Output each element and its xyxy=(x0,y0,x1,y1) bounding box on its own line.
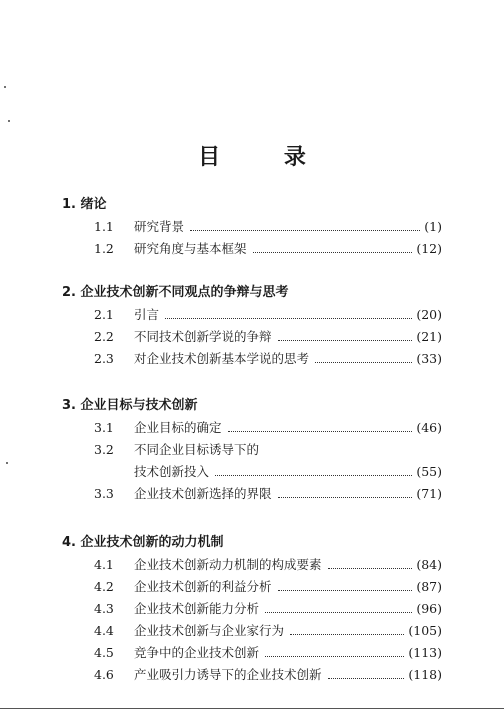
entry-title: 竞争中的企业技术创新 xyxy=(134,645,260,660)
toc-entry[interactable] xyxy=(62,216,442,238)
entry-title: 研究角度与基本框架 xyxy=(134,241,247,256)
entry-number: 2.3 xyxy=(94,351,114,366)
scan-speck xyxy=(4,86,6,88)
toc-entry[interactable] xyxy=(62,439,442,461)
dot-leader xyxy=(328,568,413,569)
dot-leader xyxy=(290,634,404,635)
toc-section-3 xyxy=(62,397,442,505)
entry-page: (46) xyxy=(416,420,442,435)
entry-number: 1.1 xyxy=(94,219,114,234)
toc-entry[interactable] xyxy=(62,326,442,348)
entry-number: 4.5 xyxy=(94,645,114,660)
entry-page: (71) xyxy=(416,486,442,501)
entry-page: (12) xyxy=(416,241,442,256)
entry-number: 2.2 xyxy=(94,329,114,344)
dot-leader xyxy=(215,475,412,476)
section-heading: 4. 企业技术创新的动力机制 xyxy=(62,535,224,550)
entry-page: (84) xyxy=(416,557,442,572)
scan-speck xyxy=(6,462,8,464)
toc-entry[interactable] xyxy=(62,348,442,370)
entry-title-continuation: 技术创新投入 xyxy=(134,464,210,479)
dot-leader xyxy=(253,252,413,253)
entry-number: 4.4 xyxy=(94,623,114,638)
entry-title: 对企业技术创新基本学说的思考 xyxy=(134,351,310,366)
entry-number: 2.1 xyxy=(94,307,114,322)
entry-page: (113) xyxy=(408,645,442,660)
entry-title: 企业技术创新选择的界限 xyxy=(134,486,272,501)
entry-page: (96) xyxy=(416,601,442,616)
entry-page: (105) xyxy=(408,623,442,638)
toc-entry[interactable] xyxy=(62,554,442,576)
entry-title: 产业吸引力诱导下的企业技术创新 xyxy=(134,667,322,682)
dot-leader xyxy=(278,340,413,341)
entry-number: 4.2 xyxy=(94,579,114,594)
entry-page: (87) xyxy=(416,579,442,594)
entry-number: 4.3 xyxy=(94,601,114,616)
entry-page: (118) xyxy=(408,667,442,682)
dot-leader xyxy=(278,590,413,591)
toc-entry[interactable] xyxy=(62,304,442,326)
toc-entry[interactable] xyxy=(62,417,442,439)
entry-number: 3.2 xyxy=(94,442,114,457)
section-heading: 3. 企业目标与技术创新 xyxy=(62,398,198,413)
section-heading: 2. 企业技术创新不同观点的争辩与思考 xyxy=(62,285,289,300)
toc-entry[interactable] xyxy=(62,620,442,642)
toc-entry-continuation[interactable] xyxy=(62,461,442,483)
dot-leader xyxy=(278,497,413,498)
toc-entry[interactable] xyxy=(62,664,442,686)
entry-title: 企业技术创新的利益分析 xyxy=(134,579,272,594)
dot-leader xyxy=(228,431,413,432)
entry-title: 不同企业目标诱导下的 xyxy=(134,442,260,457)
entry-title: 企业技术创新动力机制的构成要素 xyxy=(134,557,322,572)
toc-entry[interactable] xyxy=(62,642,442,664)
entry-title: 不同技术创新学说的争辩 xyxy=(134,329,272,344)
entry-title: 企业目标的确定 xyxy=(134,420,222,435)
dot-leader xyxy=(265,612,412,613)
section-heading: 1. 绪论 xyxy=(62,197,107,212)
entry-title: 企业技术创新与企业家行为 xyxy=(134,623,285,638)
entry-number: 3.1 xyxy=(94,420,114,435)
scan-speck xyxy=(8,120,10,122)
page-title: 目 录 xyxy=(198,144,334,170)
entry-number: 4.6 xyxy=(94,667,114,682)
entry-title: 企业技术创新能力分析 xyxy=(134,601,260,616)
toc-section-2 xyxy=(62,284,442,370)
bottom-scan-edge xyxy=(0,708,504,709)
entry-title: 引言 xyxy=(134,307,160,322)
entry-page: (20) xyxy=(416,307,442,322)
toc-entry[interactable] xyxy=(62,238,442,260)
entry-page: (1) xyxy=(424,219,442,234)
entry-page: (55) xyxy=(416,464,442,479)
dot-leader xyxy=(265,656,404,657)
toc-section-4 xyxy=(62,534,442,686)
entry-number: 1.2 xyxy=(94,241,114,256)
entry-number: 4.1 xyxy=(94,557,114,572)
entry-title: 研究背景 xyxy=(134,219,185,234)
entry-page: (33) xyxy=(416,351,442,366)
toc-entry[interactable] xyxy=(62,598,442,620)
toc-entry[interactable] xyxy=(62,483,442,505)
entry-page: (21) xyxy=(416,329,442,344)
dot-leader xyxy=(190,230,420,231)
toc-entry[interactable] xyxy=(62,576,442,598)
dot-leader xyxy=(315,362,412,363)
dot-leader xyxy=(328,678,405,679)
entry-number: 3.3 xyxy=(94,486,114,501)
dot-leader xyxy=(165,318,412,319)
toc-section-1 xyxy=(62,196,442,260)
